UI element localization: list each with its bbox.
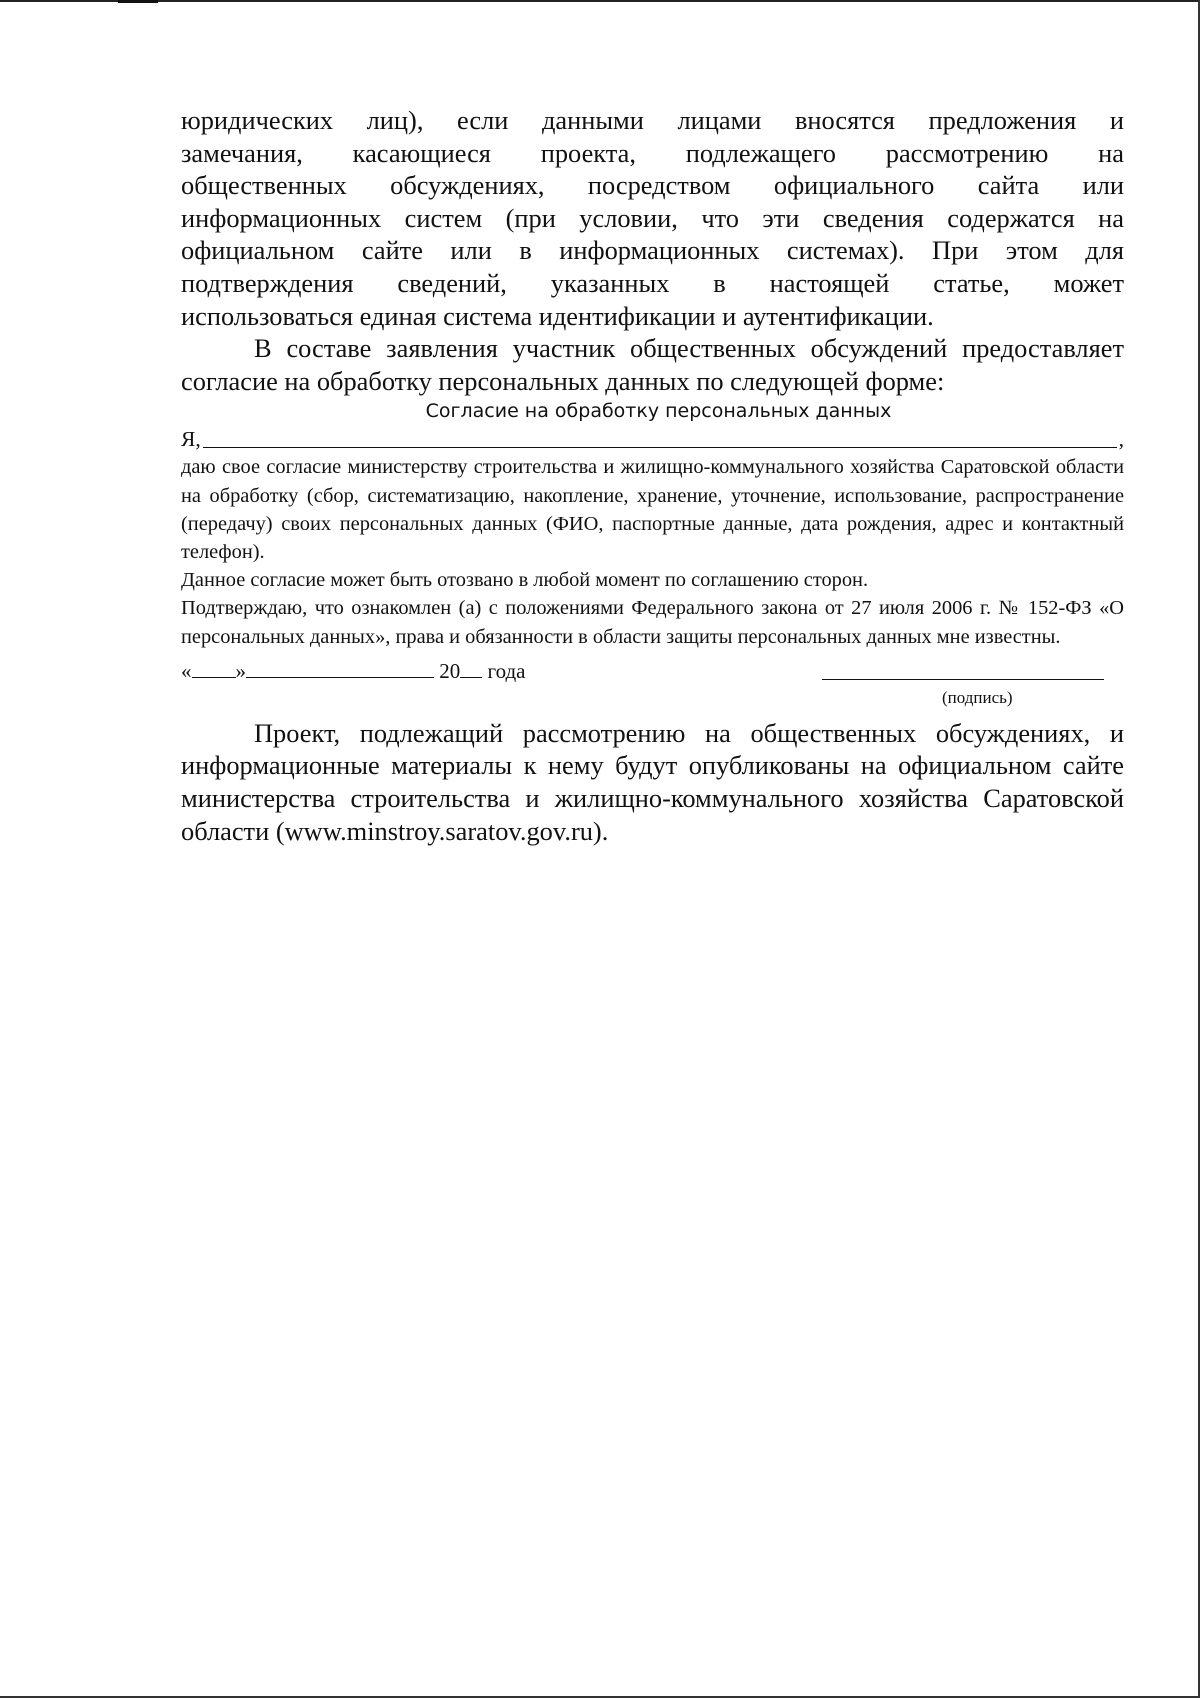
consent-revoke-note: Данное согласие может быть отозвано в любой момент по соглашению сторон. <box>181 569 869 592</box>
day-blank-line <box>192 657 236 678</box>
signature-caption-row <box>181 687 1124 711</box>
consent-intro-paragraph: В составе заявления участник общественных обсуждений предоставляет согласие на обработку персональных данных по следующей форме: <box>181 333 1124 396</box>
document-page <box>181 104 1124 847</box>
scan-border-top <box>0 0 1200 2</box>
date-signature-row <box>181 655 1124 687</box>
year-word: года <box>487 658 526 683</box>
signature-blank-line <box>822 679 1104 680</box>
publication-paragraph: Проект, подлежащий рассмотрению на общественных обсуждениях, и информационные материалы к нему будут опубликованы на официальном сайте министерства строительства и жилищно-коммунального хозяйства Саратовской области (www.minstroy.saratov.gov.ru). <box>181 717 1124 846</box>
year-blank-line <box>460 657 482 678</box>
consent-form-title: Согласие на обработку персональных данных <box>425 400 892 423</box>
paragraph-line: замечания, касающиеся проекта, подлежащего рассмотрению на <box>181 137 1124 168</box>
paragraph-line: подтверждения сведений, указанных в настоящей статье, может <box>181 267 1124 298</box>
name-blank-line <box>203 429 1117 448</box>
paragraph-line: юридических лиц), если данными лицами вносятся предложения и <box>181 105 1124 135</box>
date-open-quote: « <box>181 658 192 683</box>
paragraph-line: общественных обсуждениях, посредством официального сайта или <box>181 170 1124 201</box>
name-field-line <box>181 425 1124 453</box>
paragraph-continuation <box>181 104 1124 332</box>
date-close-quote: » <box>235 658 246 683</box>
paragraph-line: информационных систем (при условии, что эти сведения содержатся на <box>181 202 1124 233</box>
paragraph-line: официальном сайте или в информационных системах). При этом для <box>181 235 1124 266</box>
year-prefix: 20 <box>439 658 461 683</box>
consent-confirmation: Подтверждаю, что ознакомлен (а) с положениями Федерального закона от 27 июля 2006 г. № 152-ФЗ «О персональных данных», права и обязанности в области защиты персональных данных мне известны. <box>181 597 1124 648</box>
name-field-suffix: , <box>1118 427 1124 452</box>
signature-caption: (подпись) <box>942 687 1013 707</box>
month-blank-line <box>246 657 434 678</box>
scan-border-mark <box>118 0 158 3</box>
name-field-prefix: Я, <box>181 427 201 452</box>
paragraph-line: использоваться единая система идентификации и аутентификации. <box>181 300 934 331</box>
consent-body: даю свое согласие министерству строительства и жилищно-коммунального хозяйства Саратовской области на обработку (сбор, систематизацию, накопление, хранение, уточнение, использование, распространение (передачу) своих персональных данных (ФИО, паспортные данные, дата рождения, адрес и контактный телефон). <box>181 456 1124 563</box>
